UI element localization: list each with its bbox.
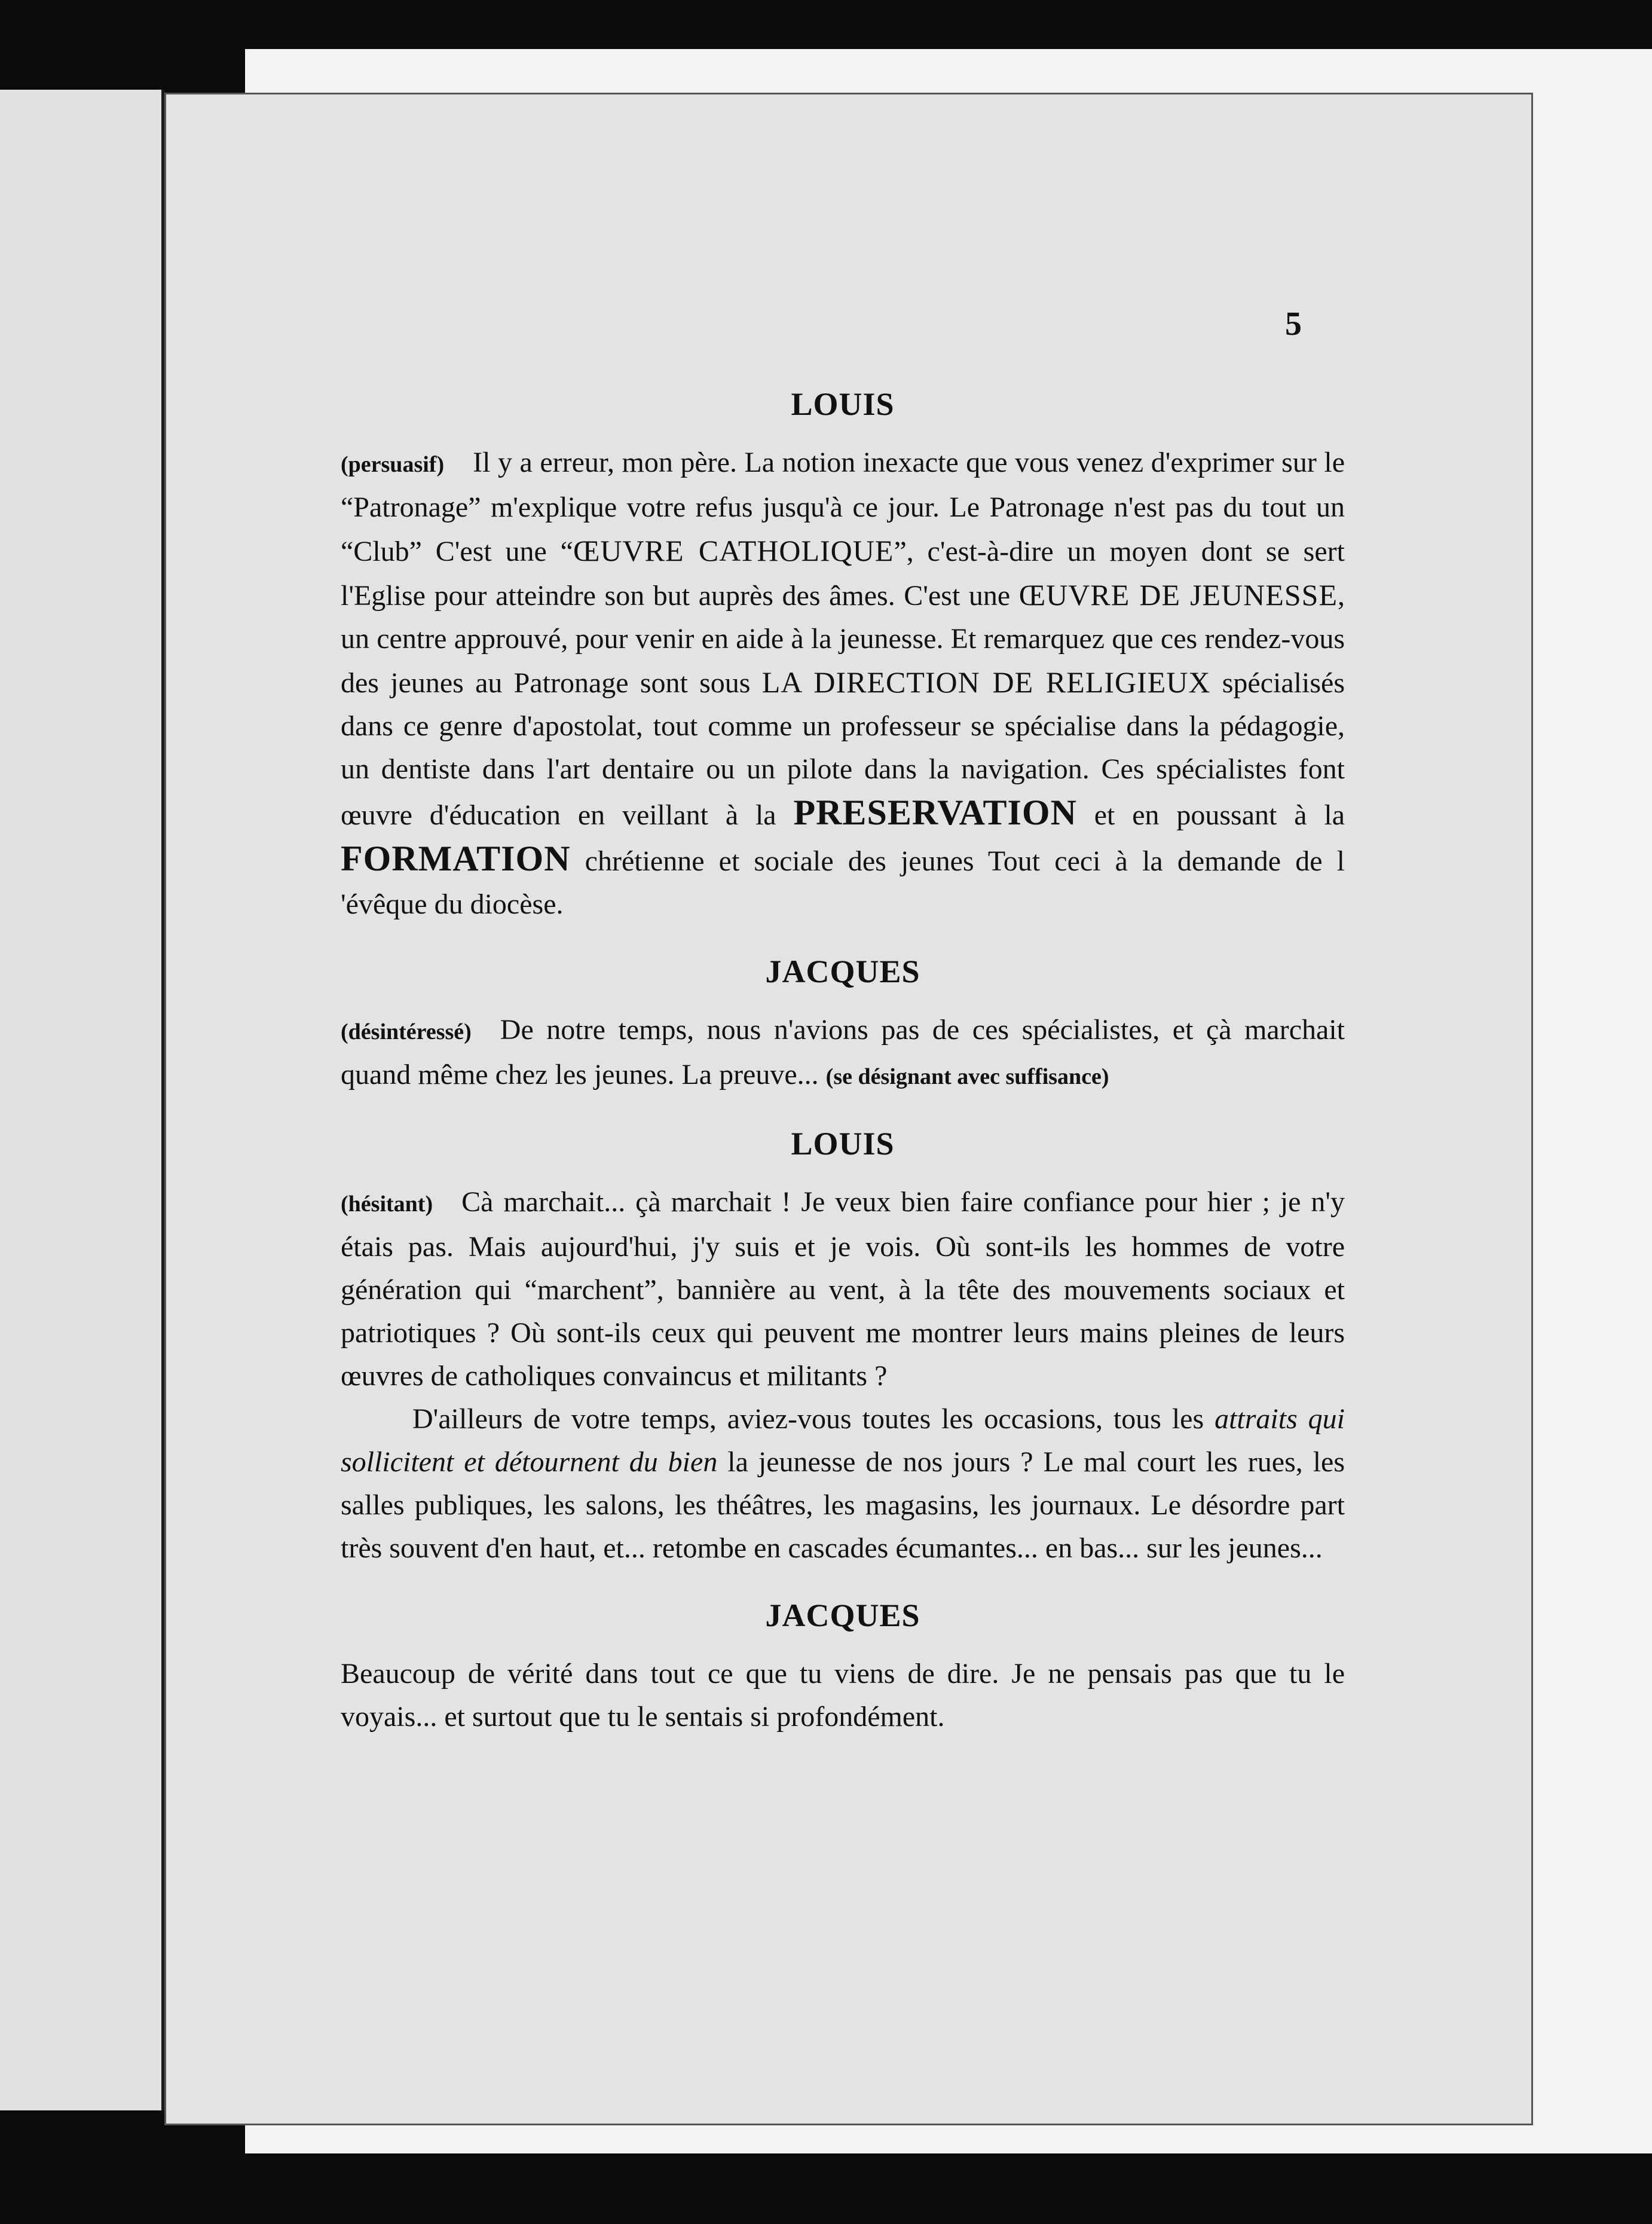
text-caps: ŒUVRE CATHOLIQUE [573, 534, 894, 567]
text-caps: LA DIRECTION DE RELIGIEUX [761, 665, 1211, 699]
speaker-name: LOUIS [791, 386, 895, 422]
dialogue-text [341, 383, 1345, 1739]
dialogue-paragraph [341, 1398, 1345, 1570]
speaker-name: LOUIS [791, 1126, 895, 1162]
text-run: et en poussant à la [1076, 799, 1345, 831]
stage-direction: (hésitant) [341, 1192, 433, 1217]
stage-direction: (persuasif) [341, 452, 445, 477]
text-run: , un centre approuvé, pour venir en aide à la jeunesse. Et remarquez que ces rendez-vous des jeunes au Patronage sont sous [341, 580, 1345, 699]
text-run: spécialisés dans ce genre d'apostolat, tout comme un professeur se spécialise dans la pédagogie, un dentiste dans l'art dentaire ou un pilote dans la navigation. Ces spécialistes font œuvre d'éducation en veillant à la [341, 667, 1345, 831]
text-direction: (se désignant avec suffisance) [825, 1064, 1109, 1089]
page-number: 5 [1285, 306, 1302, 343]
text-run: Cà marchait... çà marchait ! Je veux bien faire confiance pour hier ; je n'y étais pas. Mais aujourd'hui, j'y suis et je vois. Où sont-ils les hommes de votre génération qui “marchent”, bannière au vent, à la tête des mouvements sociaux et patriotiques ? Où sont-ils ceux qui peuvent me montrer leurs mains pleines de leurs œuvres de catholiques convaincus et militants ? [341, 1186, 1345, 1392]
text-run: ”, c'est-à-dire un moyen dont se sert l'Eglise pour atteindre son but auprès des âmes. C'est une [341, 536, 1345, 612]
text-big: PRESERVATION [793, 793, 1077, 832]
speaker-name: JACQUES [765, 954, 920, 989]
text-run: chrétienne et sociale des jeunes Tout ceci à la demande de l 'évêque du diocèse. [341, 845, 1345, 920]
text-big: FORMATION [341, 839, 571, 878]
text-run: Beaucoup de vérité dans tout ce que tu viens de dire. Je ne pensais pas que tu le voyais... et surtout que tu le sentais si profondément. [341, 1658, 1345, 1733]
speaker-name: JACQUES [765, 1597, 920, 1633]
dialogue-paragraph [341, 1181, 1345, 1398]
text-run: Il y a erreur, mon père. La notion inexacte que vous venez d'exprimer sur le “Patronage” m'explique votre refus jusqu'à ce jour. Le Patronage n'est pas du tout un “Club” C'est une “ [341, 447, 1345, 567]
text-run: De notre temps, nous n'avions pas de ces spécialistes, et çà marchait quand même chez les jeunes. La preuve... [341, 1014, 1345, 1090]
text-ital: attraits qui sollicitent et détournent du bien [341, 1403, 1345, 1478]
text-run: D'ailleurs de votre temps, aviez-vous toutes les occasions, tous les [412, 1403, 1215, 1435]
text-caps: ŒUVRE DE JEUNESSE [1018, 578, 1338, 612]
previous-page-edge [0, 90, 165, 2110]
stage-direction: (désintéressé) [341, 1019, 472, 1044]
text-run: la jeunesse de nos jours ? Le mal court les rues, les salles publiques, les salons, les théâtres, les magasins, les journaux. Le désordre part très souvent d'en haut, et... retombe en cascades écumantes... en bas... sur les jeunes... [341, 1446, 1345, 1564]
dialogue-paragraph [341, 441, 1345, 926]
dialogue-paragraph [341, 1009, 1345, 1098]
dialogue-paragraph [341, 1652, 1345, 1739]
